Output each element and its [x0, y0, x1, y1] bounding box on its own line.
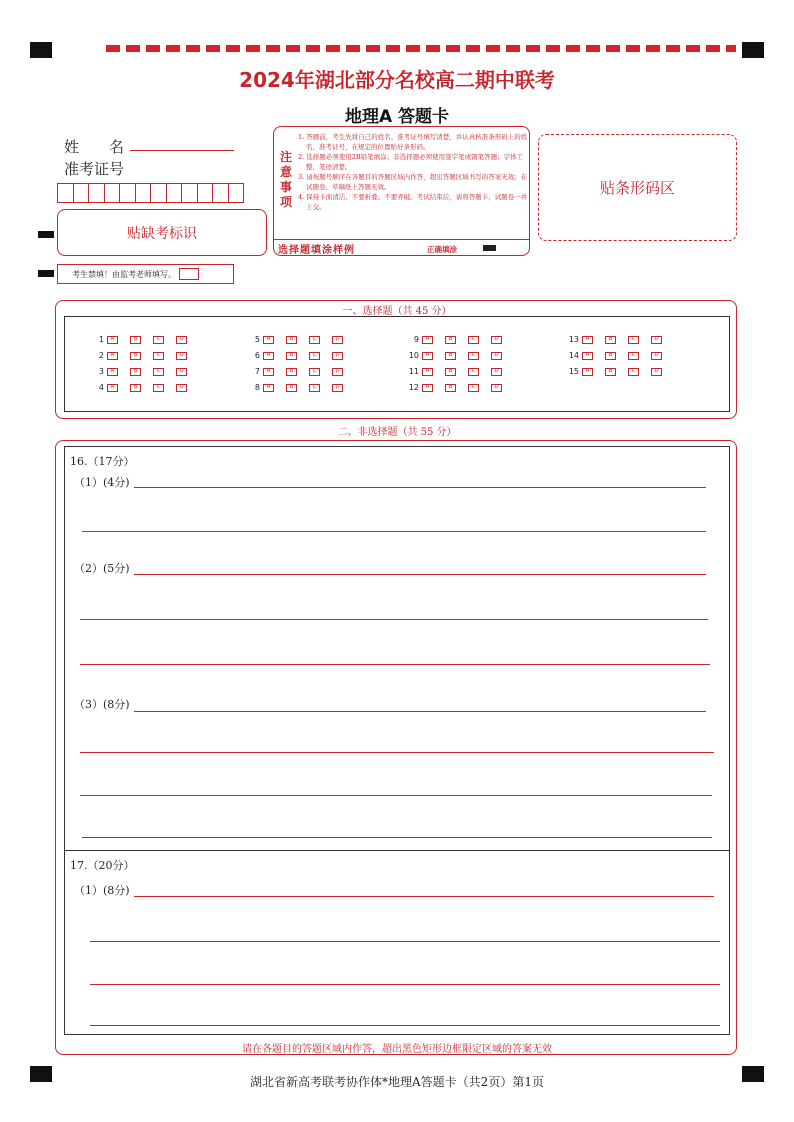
- mc-question-1: [90, 335, 199, 344]
- mc-question-9: [405, 335, 514, 344]
- mc-option-d[interactable]: D: [176, 384, 187, 392]
- dash-segment: [426, 45, 440, 52]
- dash-segment: [386, 45, 400, 52]
- dash-segment: [666, 45, 680, 52]
- exam-id-digit-box[interactable]: [73, 183, 90, 203]
- notice-list: [298, 132, 528, 212]
- mc-option-a[interactable]: A: [422, 352, 433, 360]
- notice-heading-char: 事: [279, 180, 292, 194]
- correct-fill-swatch: [483, 245, 496, 251]
- mc-question-number: 5: [254, 335, 260, 344]
- exam-title: 2024年湖北部分名校高二期中联考: [239, 68, 555, 92]
- dash-segment: [606, 45, 620, 52]
- mc-option-d[interactable]: D: [176, 336, 187, 344]
- answer-line[interactable]: [80, 619, 708, 620]
- name-label: 姓 名: [64, 138, 125, 156]
- mc-option-d[interactable]: D: [332, 368, 343, 376]
- dash-segment: [726, 45, 736, 52]
- sa-section-title: 二、非选择题（共 55 分）: [337, 427, 457, 438]
- mc-option-d[interactable]: D: [491, 352, 502, 360]
- exam-id-digit-box[interactable]: [88, 183, 105, 203]
- sa-answer-frame: [64, 446, 730, 1035]
- dash-segment: [646, 45, 660, 52]
- mc-question-13: [565, 335, 674, 344]
- q17-title: 17.（20分）: [70, 859, 135, 872]
- mc-question-number: 10: [408, 351, 419, 360]
- absent-checkbox[interactable]: [179, 268, 199, 280]
- mc-option-c[interactable]: C: [628, 368, 639, 376]
- mc-option-b[interactable]: B: [445, 368, 456, 376]
- answer-line[interactable]: [134, 711, 706, 712]
- q17-part1-label: （1）(8分): [74, 884, 130, 897]
- answer-line[interactable]: [82, 531, 706, 532]
- mc-option-b[interactable]: B: [286, 384, 297, 392]
- mc-option-d[interactable]: D: [332, 384, 343, 392]
- mc-option-d[interactable]: D: [176, 352, 187, 360]
- mc-question-number: 15: [568, 367, 579, 376]
- mc-option-b[interactable]: B: [445, 384, 456, 392]
- mc-option-c[interactable]: C: [153, 384, 164, 392]
- answer-line[interactable]: [90, 1025, 720, 1026]
- dash-segment: [246, 45, 260, 52]
- notice-divider: [274, 239, 529, 240]
- notice-item: 3. 请按题号顺序在各题目的答题区域内作答，超出答题区域书写的答案无效；在试题卷、草稿纸上答题无效。: [298, 173, 528, 191]
- barcode-label: 贴条形码区: [599, 179, 675, 197]
- mc-option-b[interactable]: B: [445, 336, 456, 344]
- mc-question-number: 1: [98, 335, 104, 344]
- mc-question-2: [90, 351, 199, 360]
- answer-line[interactable]: [134, 896, 714, 897]
- mc-question-15: [565, 367, 674, 376]
- id-label: 准考证号: [64, 160, 125, 178]
- missing-exam-mark-box: [57, 209, 267, 256]
- mc-question-6: [246, 351, 355, 360]
- dash-segment: [586, 45, 600, 52]
- mc-option-b[interactable]: B: [605, 336, 616, 344]
- card-title: 地理A 答题卡: [344, 107, 450, 127]
- dash-segment: [286, 45, 300, 52]
- mc-option-c[interactable]: C: [468, 384, 479, 392]
- mc-answer-grid: [64, 316, 730, 412]
- dash-segment: [346, 45, 360, 52]
- mc-option-b[interactable]: B: [445, 352, 456, 360]
- dash-segment: [506, 45, 520, 52]
- mc-option-a[interactable]: A: [422, 384, 433, 392]
- mc-option-a[interactable]: A: [263, 352, 274, 360]
- q16-part3-label: （3）(8分): [74, 698, 130, 711]
- mc-question-number: 7: [254, 367, 260, 376]
- answer-line[interactable]: [134, 487, 706, 488]
- mc-option-d[interactable]: D: [176, 368, 187, 376]
- mc-option-a[interactable]: A: [263, 368, 274, 376]
- exam-id-digit-box[interactable]: [104, 183, 121, 203]
- mc-option-a[interactable]: A: [582, 368, 593, 376]
- exam-id-digit-box[interactable]: [119, 183, 136, 203]
- answer-line[interactable]: [80, 752, 714, 753]
- mc-option-d[interactable]: D: [332, 352, 343, 360]
- bottom-warning: 请在各题目的答题区域内作答，超出黑色矩形边框限定区域的答案无效: [242, 1044, 552, 1055]
- mc-question-number: 11: [408, 367, 419, 376]
- dash-segment: [366, 45, 380, 52]
- mc-option-c[interactable]: C: [628, 336, 639, 344]
- dash-segment: [266, 45, 280, 52]
- answer-line[interactable]: [80, 664, 710, 665]
- mc-option-a[interactable]: A: [422, 336, 433, 344]
- mc-option-a[interactable]: A: [582, 336, 593, 344]
- mc-question-number: 2: [98, 351, 104, 360]
- answer-line[interactable]: [90, 984, 720, 985]
- missing-exam-mark-label: 贴缺考标识: [127, 225, 197, 242]
- mc-question-number: 6: [254, 351, 260, 360]
- mc-question-11: [405, 367, 514, 376]
- dash-segment: [526, 45, 540, 52]
- exam-id-digit-box[interactable]: [150, 183, 167, 203]
- fill-sample-label: 选择题填涂样例: [278, 245, 355, 256]
- dash-segment: [686, 45, 700, 52]
- mc-option-c[interactable]: C: [153, 336, 164, 344]
- mc-option-c[interactable]: C: [468, 336, 479, 344]
- mc-option-d[interactable]: D: [332, 336, 343, 344]
- dash-segment: [406, 45, 420, 52]
- dash-segment: [466, 45, 480, 52]
- answer-line[interactable]: [82, 837, 712, 838]
- mc-option-a[interactable]: A: [263, 384, 274, 392]
- q16-title: 16.（17分）: [70, 455, 135, 468]
- mc-option-b[interactable]: B: [130, 336, 141, 344]
- mc-option-b[interactable]: B: [130, 384, 141, 392]
- mc-question-number: 13: [568, 335, 579, 344]
- exam-id-digit-box[interactable]: [197, 183, 214, 203]
- mc-question-5: [246, 335, 355, 344]
- mc-option-a[interactable]: A: [107, 384, 118, 392]
- mc-option-d[interactable]: D: [491, 368, 502, 376]
- notice-item: 4. 保持卡面清洁，不要折叠、不要弄破。考试结束后，请将答题卡，试题卷一并上交。: [298, 193, 528, 211]
- mc-option-a[interactable]: A: [107, 336, 118, 344]
- answer-line[interactable]: [90, 941, 720, 942]
- dash-segment: [226, 45, 240, 52]
- mc-question-number: 12: [408, 383, 419, 392]
- registration-marker-top-right: [742, 42, 764, 58]
- mc-question-3: [90, 367, 199, 376]
- q16-part1-label: （1）(4分): [74, 476, 130, 489]
- mc-option-c[interactable]: C: [468, 352, 479, 360]
- registration-marker-top-left: [30, 42, 52, 58]
- mc-option-c[interactable]: C: [628, 352, 639, 360]
- mc-option-b[interactable]: B: [286, 336, 297, 344]
- exam-id-digit-box[interactable]: [181, 183, 198, 203]
- exam-id-digit-box[interactable]: [228, 183, 245, 203]
- dash-segment: [486, 45, 500, 52]
- mc-option-c[interactable]: C: [153, 368, 164, 376]
- dash-segment: [206, 45, 220, 52]
- mc-option-a[interactable]: A: [582, 352, 593, 360]
- dash-segment: [626, 45, 640, 52]
- absent-note: 考生禁填！由监考老师填写。: [72, 269, 176, 279]
- mc-option-b[interactable]: B: [130, 352, 141, 360]
- dash-segment: [126, 45, 140, 52]
- q16-part2-label: （2）(5分): [74, 562, 130, 575]
- mc-option-a[interactable]: A: [422, 368, 433, 376]
- mc-option-d[interactable]: D: [491, 336, 502, 344]
- mc-question-10: [405, 351, 514, 360]
- notice-item: 2. 选择题必须使用2B铅笔填涂；非选择题必须使用签字笔或钢笔答题；字体工整、笔迹清楚。: [298, 153, 524, 171]
- dash-segment: [326, 45, 340, 52]
- mc-option-a[interactable]: A: [107, 352, 118, 360]
- sa-question-divider: [64, 850, 730, 851]
- mc-option-d[interactable]: D: [651, 368, 662, 376]
- answer-line[interactable]: [134, 574, 706, 575]
- timing-marker: [38, 231, 54, 238]
- exam-id-digit-box[interactable]: [57, 183, 74, 203]
- mc-question-number: 4: [98, 383, 104, 392]
- mc-option-b[interactable]: B: [605, 368, 616, 376]
- mc-question-12: [405, 383, 514, 392]
- mc-option-b[interactable]: B: [286, 368, 297, 376]
- mc-question-7: [246, 367, 355, 376]
- mc-question-number: 14: [568, 351, 579, 360]
- timing-marker: [38, 270, 54, 277]
- notice-heading-char: 意: [279, 165, 292, 179]
- exam-id-boxes[interactable]: [57, 183, 243, 203]
- mc-option-b[interactable]: B: [286, 352, 297, 360]
- mc-question-4: [90, 383, 199, 392]
- mc-option-d[interactable]: D: [491, 384, 502, 392]
- mc-option-c[interactable]: C: [309, 336, 320, 344]
- mc-option-c[interactable]: C: [153, 352, 164, 360]
- dash-segment: [566, 45, 580, 52]
- notice-heading-char: 项: [279, 195, 292, 209]
- answer-line[interactable]: [80, 795, 712, 796]
- notice-heading: [276, 150, 296, 210]
- dash-segment: [146, 45, 160, 52]
- mc-option-a[interactable]: A: [107, 368, 118, 376]
- mc-option-c[interactable]: C: [309, 368, 320, 376]
- notice-heading-char: 注: [279, 150, 292, 164]
- dash-segment: [706, 45, 720, 52]
- mc-question-14: [565, 351, 674, 360]
- mc-section-title: 一、选择题（共 45 分）: [342, 306, 452, 317]
- dash-segment: [546, 45, 560, 52]
- exam-id-digit-box[interactable]: [212, 183, 229, 203]
- name-field[interactable]: [130, 150, 234, 151]
- mc-question-8: [246, 383, 355, 392]
- barcode-area: [538, 134, 737, 241]
- mc-option-b[interactable]: B: [130, 368, 141, 376]
- top-dash-strip: [106, 45, 736, 52]
- mc-question-number: 9: [413, 335, 419, 344]
- dash-segment: [446, 45, 460, 52]
- notice-item: 1. 答题前，考生先将自己的姓名、准考证号填写清楚，并认真核准条形码上的姓名、准考证号，在规定的位置贴好条形码。: [298, 133, 528, 151]
- exam-id-digit-box[interactable]: [166, 183, 183, 203]
- mc-option-d[interactable]: D: [651, 336, 662, 344]
- correct-fill-label: 正确填涂: [427, 245, 457, 254]
- mc-question-number: 3: [98, 367, 104, 376]
- page-footer: 湖北省新高考联考协作体*地理A答题卡（共2页）第1页: [250, 1075, 544, 1089]
- mc-option-c[interactable]: C: [468, 368, 479, 376]
- dash-segment: [166, 45, 180, 52]
- mc-option-d[interactable]: D: [651, 352, 662, 360]
- mc-option-c[interactable]: C: [309, 384, 320, 392]
- absent-note-box: [57, 264, 234, 284]
- mc-question-number: 8: [254, 383, 260, 392]
- dash-segment: [106, 45, 120, 52]
- dash-segment: [186, 45, 200, 52]
- dash-segment: [306, 45, 320, 52]
- mc-option-c[interactable]: C: [309, 352, 320, 360]
- exam-id-digit-box[interactable]: [135, 183, 152, 203]
- mc-option-b[interactable]: B: [605, 352, 616, 360]
- mc-option-a[interactable]: A: [263, 336, 274, 344]
